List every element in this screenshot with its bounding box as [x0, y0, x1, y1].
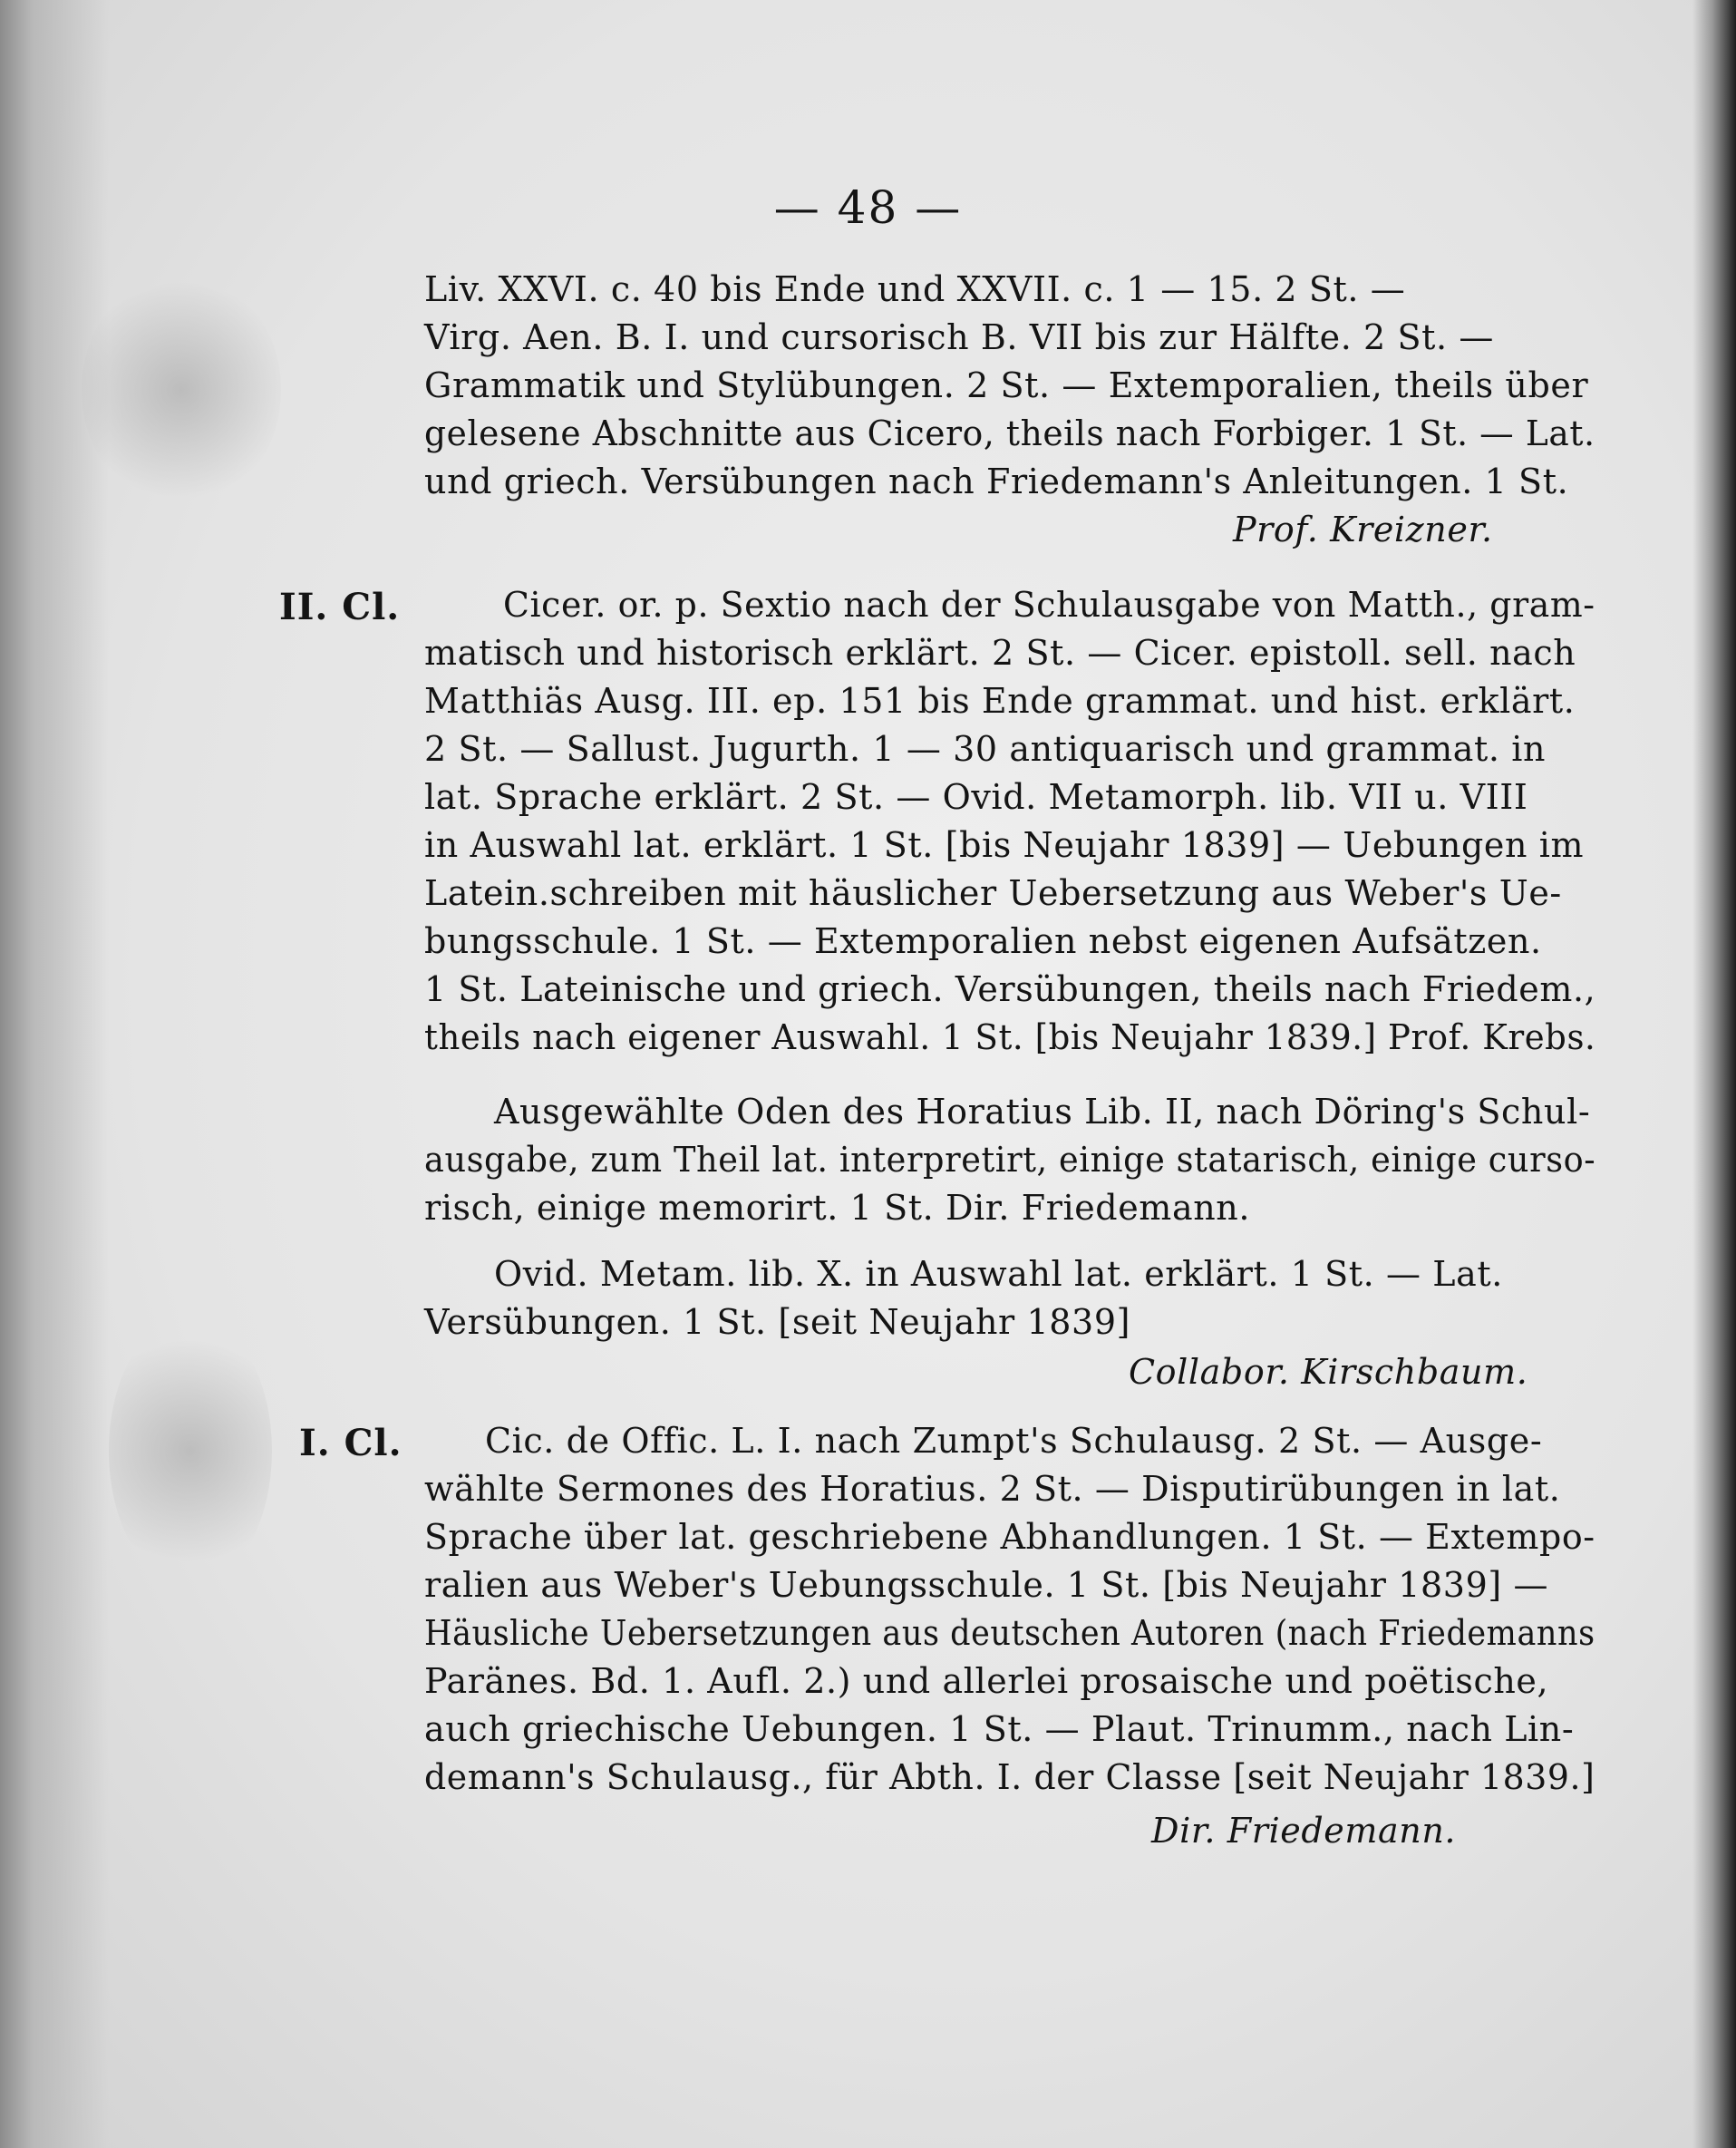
text-line: Liv. XXVI. c. 40 bis Ende und XXVII. c. 1 — 15. 2 St. —	[424, 269, 1406, 309]
text-line: 1 St. Lateinische und griech. Versübungen, theils nach Friedem.,	[424, 969, 1596, 1009]
text-line: ausgabe, zum Theil lat. interpretirt, einige statarisch, einige curso-	[424, 1140, 1596, 1180]
text-line: auch griechische Uebungen. 1 St. — Plaut. Trinumm., nach Lin-	[424, 1709, 1575, 1749]
text-line: risch, einige memorirt. 1 St. Dir. Friedemann.	[424, 1188, 1251, 1228]
text-line: Versübungen. 1 St. [seit Neujahr 1839]	[424, 1302, 1131, 1342]
page-number: — 48 —	[773, 181, 963, 234]
page-edge-shadow	[1692, 0, 1736, 2148]
text-line: Häusliche Uebersetzungen aus deutschen Autoren (nach Friedemanns	[424, 1613, 1595, 1653]
class-label-i: I. Cl.	[299, 1422, 402, 1464]
text-line: theils nach eigener Auswahl. 1 St. [bis Neujahr 1839.] Prof. Krebs.	[424, 1017, 1596, 1057]
text-line: gelesene Abschnitte aus Cicero, theils nach Forbiger. 1 St. — Lat.	[424, 413, 1595, 453]
text-line: und griech. Versübungen nach Friedemann's Anleitungen. 1 St.	[424, 462, 1569, 501]
text-line: lat. Sprache erklärt. 2 St. — Ovid. Metamorph. lib. VII u. VIII	[424, 777, 1528, 817]
signature: Dir. Friedemann.	[1151, 1811, 1457, 1851]
page-gutter-shadow	[0, 0, 109, 2148]
signature: Collabor. Kirschbaum.	[1129, 1352, 1528, 1392]
text-line: 2 St. — Sallust. Jugurth. 1 — 30 antiquarisch und grammat. in	[424, 729, 1547, 769]
text-line: Sprache über lat. geschriebene Abhandlungen. 1 St. — Extempo-	[424, 1517, 1595, 1557]
text-line: Ausgewählte Oden des Horatius Lib. II, nach Döring's Schul-	[494, 1092, 1591, 1132]
paper-stain	[109, 1315, 272, 1587]
text-line: Grammatik und Stylübungen. 2 St. — Extemporalien, theils über	[424, 365, 1589, 405]
text-line: Virg. Aen. B. I. und cursorisch B. VII bis zur Hälfte. 2 St. —	[424, 317, 1494, 357]
paper-stain	[82, 272, 281, 508]
class-label-ii: II. Cl.	[279, 586, 401, 628]
text-line: Latein.schreiben mit häuslicher Uebersetzung aus Weber's Ue-	[424, 873, 1562, 913]
text-line: Paränes. Bd. 1. Aufl. 2.) und allerlei prosaische und poëtische,	[424, 1661, 1549, 1701]
text-line: Cicer. or. p. Sextio nach der Schulausgabe von Matth., gram-	[503, 585, 1595, 625]
signature: Prof. Kreizner.	[1233, 510, 1493, 549]
text-line: Cic. de Offic. L. I. nach Zumpt's Schulausg. 2 St. — Ausge-	[485, 1421, 1543, 1461]
text-line: bungsschule. 1 St. — Extemporalien nebst eigenen Aufsätzen.	[424, 921, 1542, 961]
text-line: matisch und historisch erklärt. 2 St. — Cicer. epistoll. sell. nach	[424, 633, 1576, 673]
text-line: demann's Schulausg., für Abth. I. der Classe [seit Neujahr 1839.]	[424, 1757, 1595, 1797]
text-line: Ovid. Metam. lib. X. in Auswahl lat. erklärt. 1 St. — Lat.	[494, 1254, 1503, 1294]
text-line: Matthiäs Ausg. III. ep. 151 bis Ende grammat. und hist. erklärt.	[424, 681, 1576, 721]
text-line: ralien aus Weber's Uebungsschule. 1 St. [bis Neujahr 1839] —	[424, 1565, 1549, 1605]
text-line: wählte Sermones des Horatius. 2 St. — Disputirübungen in lat.	[424, 1469, 1561, 1509]
text-line: in Auswahl lat. erklärt. 1 St. [bis Neujahr 1839] — Uebungen im	[424, 825, 1585, 865]
